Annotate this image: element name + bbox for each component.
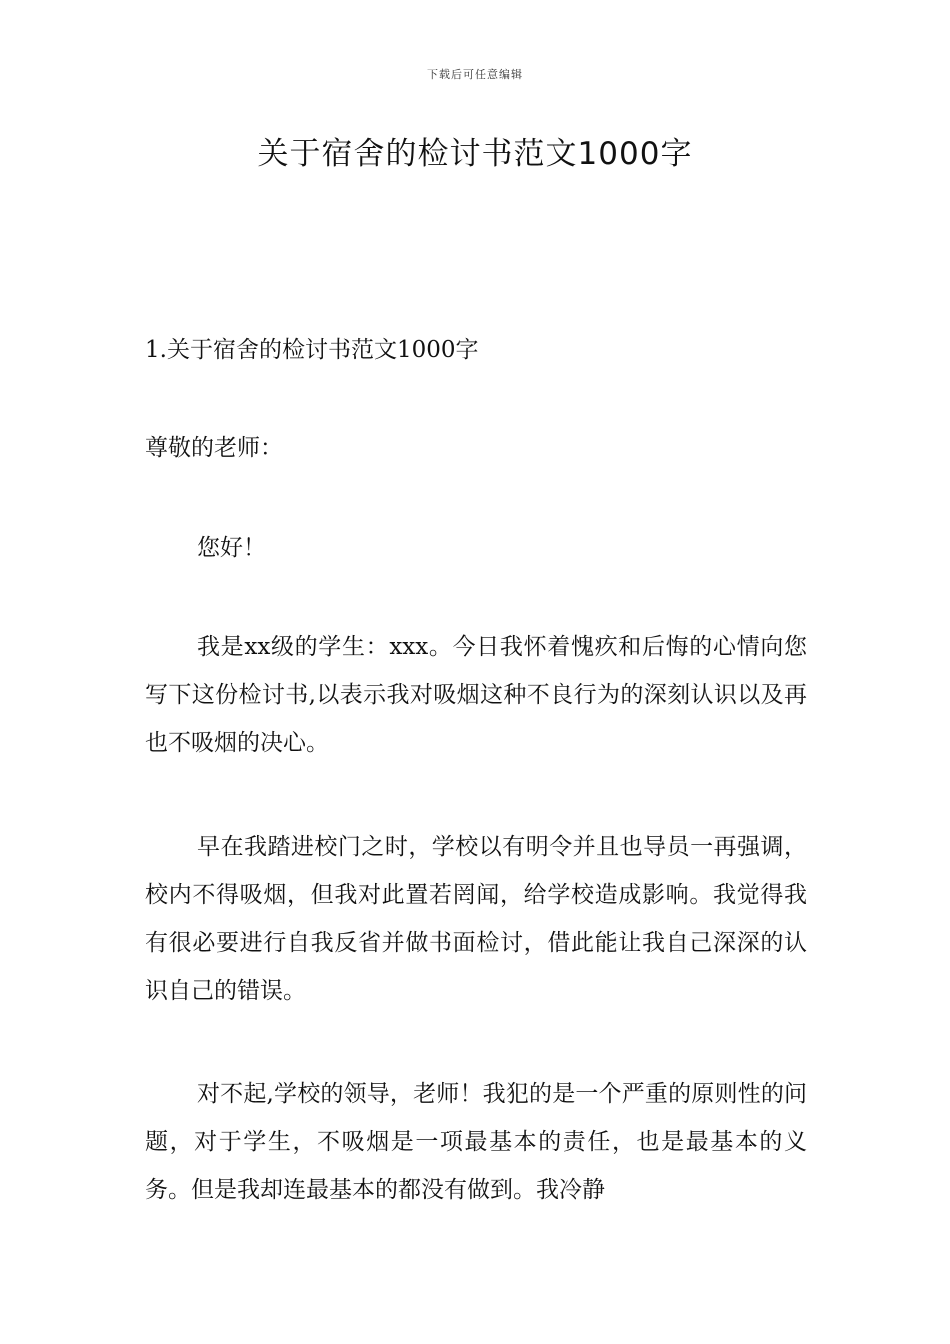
- greeting: 您好！: [197, 535, 266, 561]
- salutation: 尊敬的老师：: [145, 435, 283, 461]
- paragraph: 对不起,学校的领导，老师！我犯的是一个严重的原则性的问题，对于学生，不吸烟是一项最基本的责任，也是最基本的义务。但是我却连最基本的都没有做到。我冷静: [145, 1081, 807, 1203]
- section-title: 1.关于宿舍的检讨书范文1000字: [145, 337, 479, 363]
- document-title: 关于宿舍的检讨书范文1000字: [257, 136, 693, 172]
- paragraph: 早在我踏进校门之时，学校以有明令并且也导员一再强调，校内不得吸烟，但我对此置若罔闻，给学校造成影响。我觉得我有很必要进行自我反省并做书面检讨，借此能让我自己深深的认识自己的错误。: [145, 834, 807, 1004]
- header-note: 下载后可任意编辑: [427, 68, 523, 81]
- paragraph: 我是xx级的学生：xxx。今日我怀着愧疚和后悔的心情向您写下这份检讨书,以表示我对吸烟这种不良行为的深刻认识以及再也不吸烟的决心。: [145, 634, 807, 756]
